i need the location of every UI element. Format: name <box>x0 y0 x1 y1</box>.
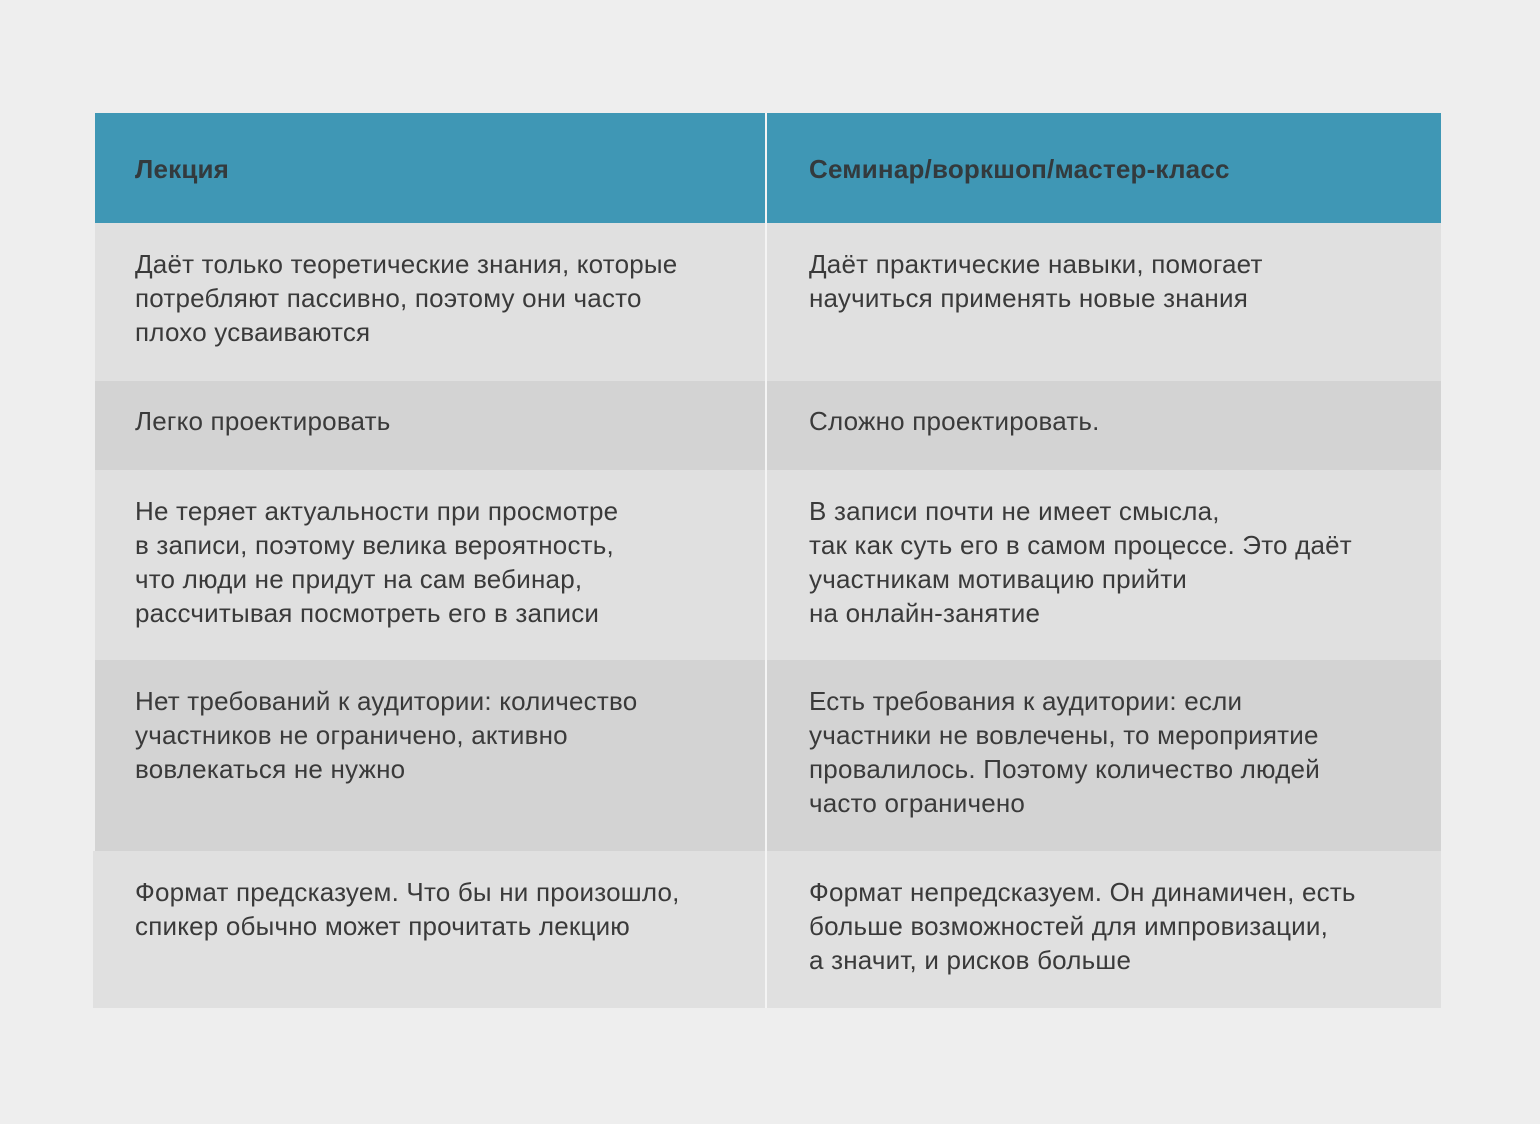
table-cell-lecture: Легко проектировать <box>95 381 767 470</box>
table-cell-seminar: Есть требования к аудитории: если участники не вовлечены, то мероприятие провалилось. Поэтому количество людей часто ограничено <box>767 660 1441 851</box>
table-row <box>95 223 1441 381</box>
table-row <box>95 470 1441 660</box>
table-header-row <box>95 113 1441 223</box>
table-cell-seminar: Формат непредсказуем. Он динамичен, есть больше возможностей для импровизации, а значит, и рисков больше <box>767 851 1441 1008</box>
header-lecture: Лекция <box>95 113 767 223</box>
table-cell-lecture: Нет требований к аудитории: количество участников не ограничено, активно вовлекаться не нужно <box>95 660 767 851</box>
table-row <box>95 660 1441 851</box>
table-row <box>95 851 1441 1008</box>
table-cell-seminar: В записи почти не имеет смысла, так как суть его в самом процессе. Это даёт участникам мотивацию прийти на онлайн-занятие <box>767 470 1441 660</box>
comparison-table <box>95 113 1441 1008</box>
table-row <box>95 381 1441 470</box>
table-cell-seminar: Сложно проектировать. <box>767 381 1441 470</box>
table-cell-lecture: Не теряет актуальности при просмотре в записи, поэтому велика вероятность, что люди не придут на сам вебинар, рассчитывая посмотреть его в записи <box>95 470 767 660</box>
table-cell-lecture: Формат предсказуем. Что бы ни произошло, спикер обычно может прочитать лекцию <box>93 851 767 1008</box>
table-cell-seminar: Даёт практические навыки, помогает научиться применять новые знания <box>767 223 1441 381</box>
table-cell-lecture: Даёт только теоретические знания, которые потребляют пассивно, поэтому они часто плохо усваиваются <box>95 223 767 381</box>
header-seminar: Семинар/воркшоп/мастер-класс <box>767 113 1441 223</box>
